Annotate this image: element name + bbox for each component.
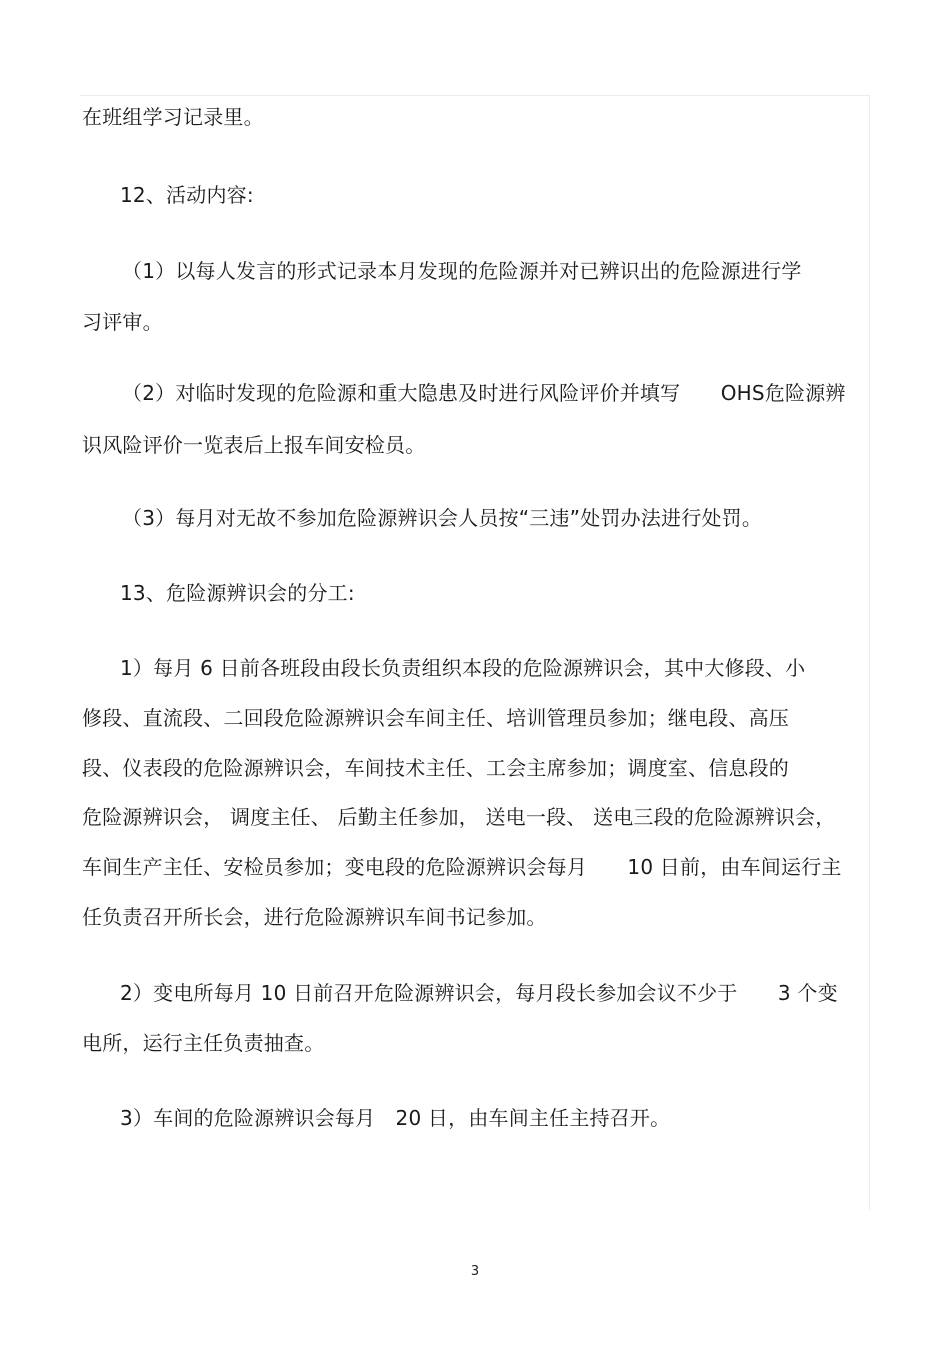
text-line: 识风险评价一览表后上报车间安检员。: [82, 433, 426, 457]
text-line: 电所，运行主任负责抽查。: [82, 1031, 325, 1055]
text-line: 3）车间的危险源辨识会每月 20 日，由车间主任主持召开。: [120, 1106, 671, 1130]
text-line: 修段、直流段、二回段危险源辨识会车间主任、培训管理员参加；继电段、高压: [82, 706, 789, 730]
page-frame-right-border: [869, 95, 870, 1210]
text-line: 1）每月 6 日前各班段由段长负责组织本段的危险源辨识会，其中大修段、小: [120, 656, 806, 680]
page-number: 3: [470, 1264, 480, 1279]
text-line: 危险源辨识会， 调度主任、 后勤主任参加， 送电一段、 送电三段的危险源辨识会，: [82, 805, 836, 829]
section-heading: 12、活动内容:: [120, 183, 254, 207]
text-line: 车间生产主任、安检员参加；变电段的危险源辨识会每月 10 日前，由车间运行主: [82, 855, 842, 879]
text-line: 任负责召开所长会，进行危险源辨识车间书记参加。: [82, 905, 547, 929]
text-line: （2）对临时发现的危险源和重大隐患及时进行风险评价并填写 OHS危险源辨: [122, 381, 846, 405]
text-line: 在班组学习记录里。: [82, 105, 264, 129]
text-line: （3）每月对无故不参加危险源辨识会人员按“三违”处罚办法进行处罚。: [122, 506, 763, 530]
page-frame-top-border: [80, 95, 870, 96]
text-line: 2）变电所每月 10 日前召开危险源辨识会，每月段长参加会议不少于 3 个变: [120, 981, 838, 1005]
text-line: （1）以每人发言的形式记录本月发现的危险源并对已辨识出的危险源进行学: [122, 259, 802, 283]
text-line: 段、仪表段的危险源辨识会，车间技术主任、工会主席参加；调度室、信息段的: [82, 756, 789, 780]
text-line: 习评审。: [82, 310, 163, 334]
section-heading: 13、危险源辨识会的分工:: [120, 581, 355, 605]
